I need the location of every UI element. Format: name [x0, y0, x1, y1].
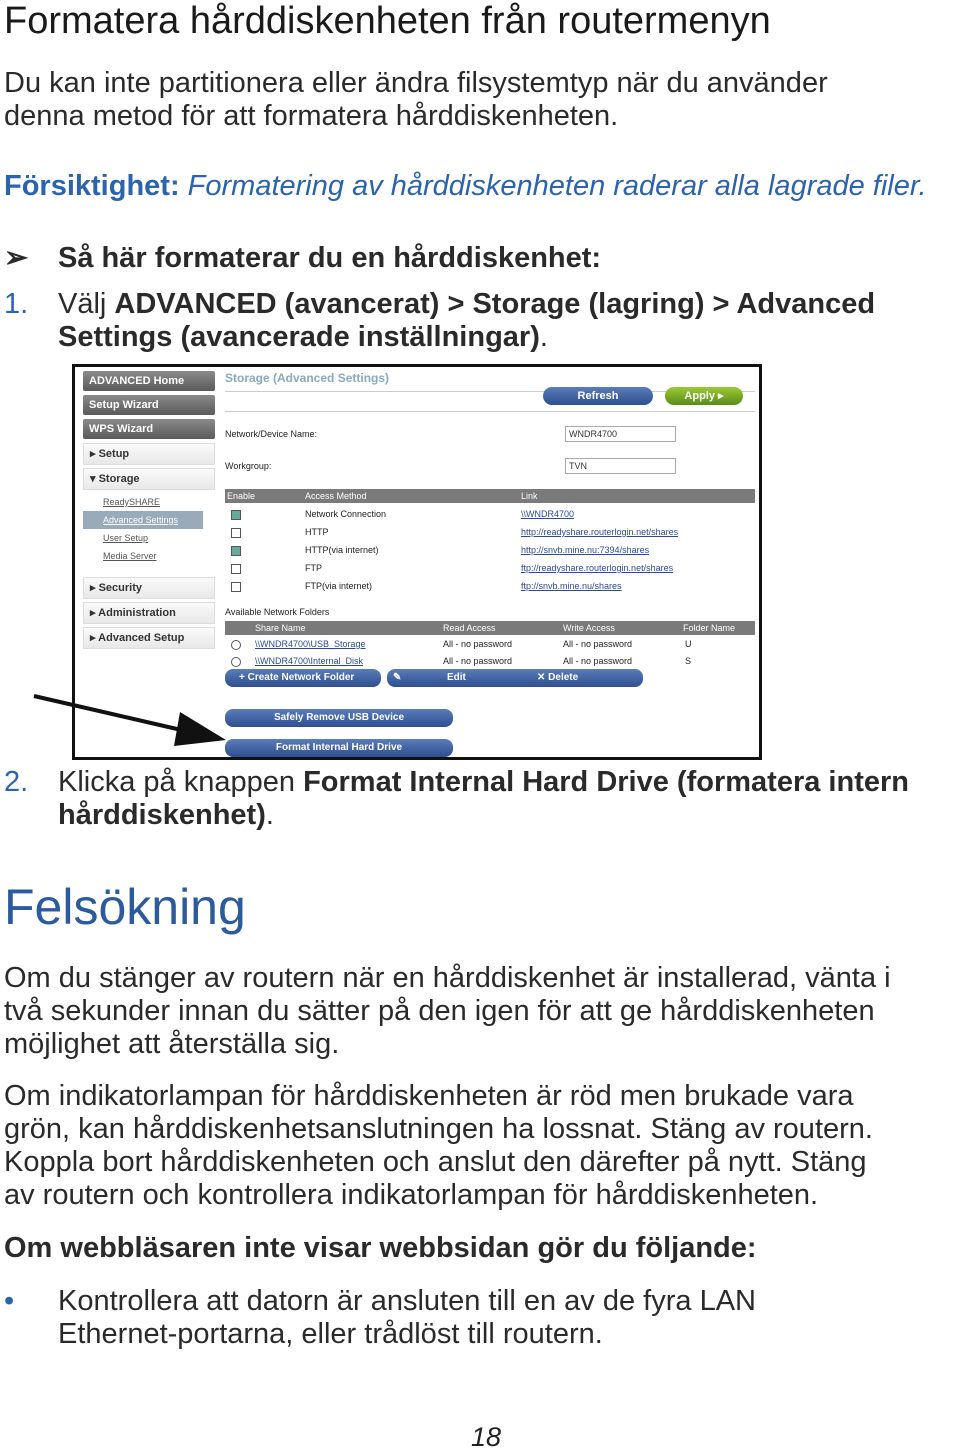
page-heading: Formatera hårddiskenheten från routermenyn: [4, 0, 771, 42]
col-link: Link: [521, 491, 538, 501]
bullet-item: [4, 1285, 756, 1351]
step-bold: hårddiskenhet): [58, 799, 266, 831]
device-name-field[interactable]: WNDR4700: [565, 426, 676, 442]
caution-text: Formatering av hårddiskenheten raderar alla lagrade filer.: [179, 170, 927, 202]
access-row: [225, 559, 755, 577]
folder-name: S: [685, 656, 692, 666]
paragraph-line: av routern och kontrollera indikatorlampan för hårddiskenheten.: [4, 1179, 819, 1211]
step-bold: Format Internal Hard Drive (formatera intern: [303, 766, 909, 798]
router-page-title: Storage (Advanced Settings): [225, 371, 390, 385]
pointer-arrow-icon: [30, 690, 230, 750]
col-folder-name: Folder Name: [683, 623, 736, 633]
access-link[interactable]: ftp://snvb.mine.nu/shares: [521, 581, 622, 591]
sidebar-storage[interactable]: ▾ Storage: [83, 468, 215, 490]
access-row: [225, 577, 755, 595]
paragraph-line: grön, kan hårddiskenhetsanslutningen ha lossnat. Stäng av routern.: [4, 1113, 873, 1145]
share-name[interactable]: \\WNDR4700\Internal_Disk: [255, 656, 364, 666]
intro-paragraph: [4, 67, 828, 133]
write-access: All - no password: [563, 656, 633, 666]
step-bold: ADVANCED (avancerat) > Storage (lagring) > Advanced: [114, 288, 876, 320]
paragraph-line: möjlighet att återställa sig.: [4, 1028, 340, 1060]
troubleshooting-heading: Felsökning: [4, 879, 246, 935]
browser-heading: Om webbläsaren inte visar webbsidan gör du följande:: [4, 1232, 757, 1264]
access-method: HTTP(via internet): [305, 545, 379, 555]
folder-name: U: [685, 639, 692, 649]
create-folder-button[interactable]: + Create Network Folder: [225, 669, 381, 687]
format-internal-drive-button[interactable]: Format Internal Hard Drive: [225, 739, 453, 757]
bullet-line: Ethernet-portarna, eller trådlöst till routern.: [58, 1318, 603, 1350]
read-access: All - no password: [443, 639, 513, 649]
access-row: [225, 523, 755, 541]
col-enable: Enable: [227, 491, 256, 501]
sidebar-advanced-home[interactable]: ADVANCED Home: [83, 371, 215, 391]
sidebar-administration[interactable]: ▸ Administration: [83, 602, 215, 624]
folder-radio[interactable]: [231, 640, 241, 650]
step-2: [4, 766, 960, 832]
col-write-access: Write Access: [563, 623, 615, 633]
sidebar-media-server[interactable]: Media Server: [103, 551, 157, 561]
enable-checkbox[interactable]: [231, 564, 241, 574]
enable-checkbox[interactable]: [231, 546, 241, 556]
folder-row: [225, 652, 755, 670]
access-method: FTP: [305, 563, 322, 573]
write-access: All - no password: [563, 639, 633, 649]
folders-table-header: [225, 621, 755, 635]
step-end: .: [265, 799, 274, 831]
access-row: [225, 541, 755, 559]
step-1: [4, 288, 960, 354]
page-number: 18: [470, 1422, 502, 1452]
access-link[interactable]: http://readyshare.routerlogin.net/shares: [521, 527, 679, 537]
access-row: [225, 505, 755, 523]
step-text: Klicka på knappen: [58, 766, 304, 798]
access-method: Network Connection: [305, 509, 387, 519]
step-number: 2.: [4, 766, 29, 798]
intro-line: denna metod för att formatera hårddiskenheten.: [4, 100, 619, 132]
bullet-icon: •: [4, 1285, 15, 1317]
sidebar-security[interactable]: ▸ Security: [83, 577, 215, 599]
pencil-icon: ✎: [393, 672, 402, 683]
sidebar-wps-wizard[interactable]: WPS Wizard: [83, 419, 215, 439]
enable-checkbox[interactable]: [231, 582, 241, 592]
access-method: HTTP: [305, 527, 329, 537]
paragraph-line: två sekunder innan du sätter på den igen för att ge hårddiskenheten: [4, 995, 875, 1027]
workgroup-field[interactable]: TVN: [565, 458, 676, 474]
sidebar-advanced-setup[interactable]: ▸ Advanced Setup: [83, 627, 215, 649]
access-method: FTP(via internet): [305, 581, 373, 591]
caution-label: Försiktighet:: [4, 170, 180, 202]
step-number: 1.: [4, 288, 29, 320]
troubleshoot-paragraph-1: [4, 962, 891, 1061]
folders-label: Available Network Folders: [225, 607, 330, 617]
apply-button[interactable]: Apply ▸: [665, 387, 743, 405]
col-access-method: Access Method: [305, 491, 367, 501]
sidebar-setup[interactable]: ▸ Setup: [83, 443, 215, 465]
enable-checkbox[interactable]: [231, 528, 241, 538]
folder-radio[interactable]: [231, 657, 241, 667]
safely-remove-usb-button[interactable]: Safely Remove USB Device: [225, 709, 453, 727]
caution-note: [4, 170, 927, 203]
sidebar-advanced-settings[interactable]: Advanced Settings: [83, 511, 203, 529]
paragraph-line: Koppla bort hårddiskenheten och anslut den därefter på nytt. Stäng: [4, 1146, 867, 1178]
sidebar-user-setup[interactable]: User Setup: [103, 533, 149, 543]
howto-title: Så här formaterar du en hårddiskenhet:: [58, 242, 602, 274]
edit-label: Edit: [447, 672, 466, 683]
bullet-line: Kontrollera att datorn är ansluten till en av de fyra LAN: [58, 1285, 756, 1317]
access-link[interactable]: ftp://readyshare.routerlogin.net/shares: [521, 563, 674, 573]
access-table-header: [225, 489, 755, 503]
paragraph-line: Om indikatorlampan för hårddiskenheten är röd men brukade vara: [4, 1080, 854, 1112]
access-link[interactable]: \\WNDR4700: [521, 509, 575, 519]
device-name-label: Network/Device Name:: [225, 429, 318, 439]
sidebar-setup-wizard[interactable]: Setup Wizard: [83, 395, 215, 415]
refresh-button[interactable]: Refresh: [543, 387, 653, 405]
enable-checkbox[interactable]: [231, 510, 241, 520]
read-access: All - no password: [443, 656, 513, 666]
col-share-name: Share Name: [255, 623, 306, 633]
step-end: .: [539, 321, 548, 353]
arrow-marker-icon: ➢: [4, 242, 29, 274]
folder-row: [225, 635, 755, 653]
howto-heading: [4, 242, 601, 275]
access-link[interactable]: http://snvb.mine.nu:7394/shares: [521, 545, 650, 555]
sidebar-readyshare[interactable]: ReadySHARE: [103, 497, 161, 507]
col-read-access: Read Access: [443, 623, 496, 633]
paragraph-line: Om du stänger av routern när en hårddiskenhet är installerad, vänta i: [4, 962, 891, 994]
troubleshoot-paragraph-2: [4, 1080, 873, 1212]
router-sidebar: [83, 371, 215, 652]
step-bold: Settings (avancerade inställningar): [58, 321, 540, 353]
delete-button[interactable]: ✕ Delete: [523, 669, 643, 687]
workgroup-label: Workgroup:: [225, 461, 272, 471]
edit-button[interactable]: [387, 669, 545, 687]
share-name[interactable]: \\WNDR4700\USB_Storage: [255, 639, 366, 649]
step-text: Välj: [58, 288, 115, 320]
router-main: [225, 371, 755, 760]
intro-line: Du kan inte partitionera eller ändra filsystemtyp när du använder: [4, 67, 828, 99]
